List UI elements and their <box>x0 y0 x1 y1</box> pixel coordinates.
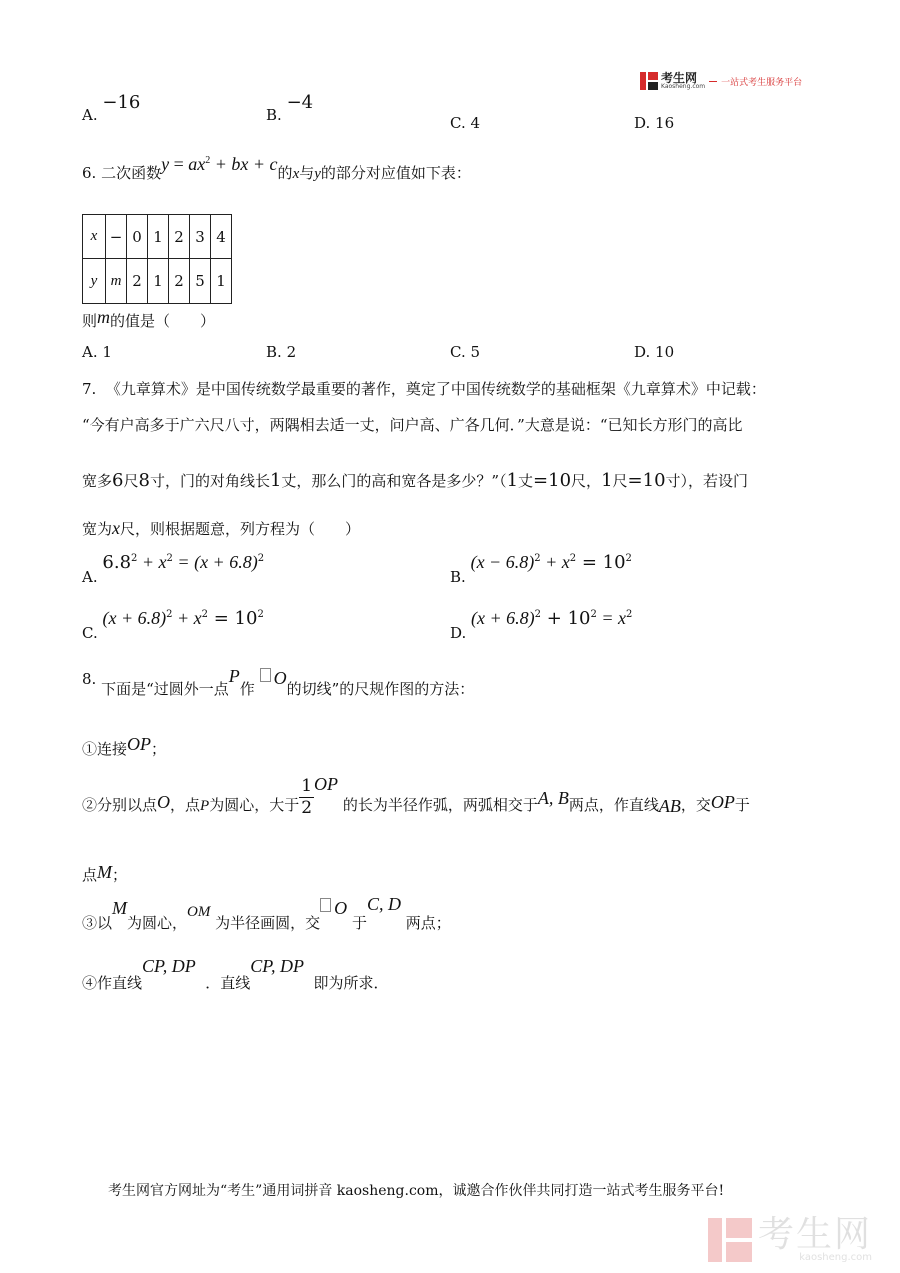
q7-choice-d: D. $(x + 6.8)^2 + 10^2 = x^2$ <box>450 608 633 642</box>
q5-a-value: −16 <box>102 92 141 113</box>
watermark-en: kaosheng.com <box>799 1252 872 1263</box>
q5-d-label: D. <box>634 114 651 132</box>
q6-question-var: m <box>97 307 111 327</box>
q6-var-y: y <box>314 166 321 182</box>
circle-symbol-icon <box>260 668 271 682</box>
q7-choice-b: B. $(x - 6.8)^2 + x^2 = 10^2$ <box>450 552 632 586</box>
q5-b-label: B. <box>266 106 282 124</box>
q5-choice-d <box>634 114 674 132</box>
q8-step4: ④作直线CP, DP ．直线CP, DP 即为所求． <box>82 956 389 992</box>
q8-step2-cont: 点M； <box>82 862 128 884</box>
table-cell: 3 <box>190 215 211 259</box>
table-cell: x <box>83 215 106 259</box>
half-fraction: $\frac{1}{2}$ <box>301 776 313 818</box>
q7-line4: 宽为x尺，则根据题意，列方程为（ ） <box>82 518 361 538</box>
q5-d-value: 16 <box>655 114 675 132</box>
table-cell: 1 <box>148 215 169 259</box>
table-cell: m <box>106 259 127 304</box>
q5-b-value: −4 <box>286 92 314 113</box>
table-cell: 1 <box>211 259 232 304</box>
header-logo <box>640 72 802 90</box>
q5-choice-a <box>82 92 141 125</box>
circle-symbol-icon <box>320 898 331 912</box>
table-cell: y <box>83 259 106 304</box>
q6-value-table <box>82 214 232 304</box>
table-cell: 2 <box>127 259 148 304</box>
q6-question-pre: 则 <box>82 312 98 330</box>
q6-question <box>82 307 216 331</box>
kaosheng-watermark-icon <box>708 1218 752 1262</box>
table-cell: 4 <box>211 215 232 259</box>
q8-number: 8. <box>82 670 97 688</box>
q8-step1: ①连接OP； <box>82 734 167 758</box>
table-row-y <box>83 259 232 304</box>
table-cell: − <box>106 215 127 259</box>
q6-choice-d: D. 10 <box>634 343 675 361</box>
q5-choice-c <box>450 114 480 132</box>
q6-prefix: 二次函数 <box>101 164 162 182</box>
footer-text: 考生网官方网址为“考生”通用词拼音 kaosheng.com，诚邀合作伙伴共同打造一站式考生服务平台! <box>108 1183 725 1199</box>
watermark-cn: 考生网 <box>757 1214 872 1255</box>
q6-stem <box>82 154 471 183</box>
q5-choice-b <box>266 92 314 125</box>
kaosheng-logo-icon <box>640 72 658 90</box>
q6-suffix: 的 <box>277 164 293 182</box>
logo-en: Kaosheng.com <box>661 83 706 90</box>
table-cell: 5 <box>190 259 211 304</box>
q6-tail: 的部分对应值如下表： <box>320 164 471 182</box>
q6-function: $y = ax^2$ + bx + c <box>161 154 278 174</box>
q6-choice-a: A. 1 <box>82 343 112 361</box>
table-cell: 1 <box>148 259 169 304</box>
q8-step3: ③以M为圆心，OM 为半径画圆，交O 于C, D 两点； <box>82 894 451 932</box>
q6-question-post: 的值是（ ） <box>110 312 216 330</box>
table-cell: 0 <box>127 215 148 259</box>
q7-line1-text: 《九章算术》是中国传统数学最重要的著作，奠定了中国传统数学的基础框架《九章算术》中记载： <box>105 380 766 398</box>
q7-number: 7. <box>82 380 97 398</box>
q8-intro: 8. 下面是“过圆外一点P作 O的切线”的尺规作图的方法： <box>82 666 475 698</box>
logo-cn: 考生网 <box>661 71 698 85</box>
logo-slogan: 一站式考生服务平台 <box>721 77 803 88</box>
q5-c-value: 4 <box>470 114 481 132</box>
q7-choice-a: A. $6.8^2 + x^2 = (x + 6.8)^2$ <box>82 552 265 586</box>
q6-choice-b: B. 2 <box>266 343 297 361</box>
q7-line3: 宽多6尺8寸，门的对角线长1丈，那么门的高和宽各是多少？”（1丈=10尺，1尺=10寸），若设门 <box>82 470 749 491</box>
table-cell: 2 <box>169 259 190 304</box>
footer-watermark <box>708 1214 872 1263</box>
q6-mid: 与 <box>299 164 315 182</box>
q6-number: 6. <box>82 164 97 182</box>
q5-a-label: A. <box>82 106 98 124</box>
table-row-x <box>83 215 232 259</box>
q7-line1 <box>82 378 766 399</box>
table-cell: 2 <box>169 215 190 259</box>
q6-var-x: x <box>292 166 300 182</box>
q5-c-label: C. <box>450 114 466 132</box>
q7-line2: “今有户高多于广六尺八寸，两隅相去适一丈，问户高、广各几何．”大意是说：“已知长方形门的高比 <box>82 416 743 434</box>
q6-choice-c: C. 5 <box>450 343 481 361</box>
q8-step2: ②分别以点O，点P为圆心，大于 $\frac{1}{2}$ OP 的长为半径作弧，两弧相交于A, B两点，作直线AB，交OP于 <box>82 773 750 818</box>
q7-choice-c: C. $(x + 6.8)^2 + x^2 = 10^2$ <box>82 608 264 642</box>
